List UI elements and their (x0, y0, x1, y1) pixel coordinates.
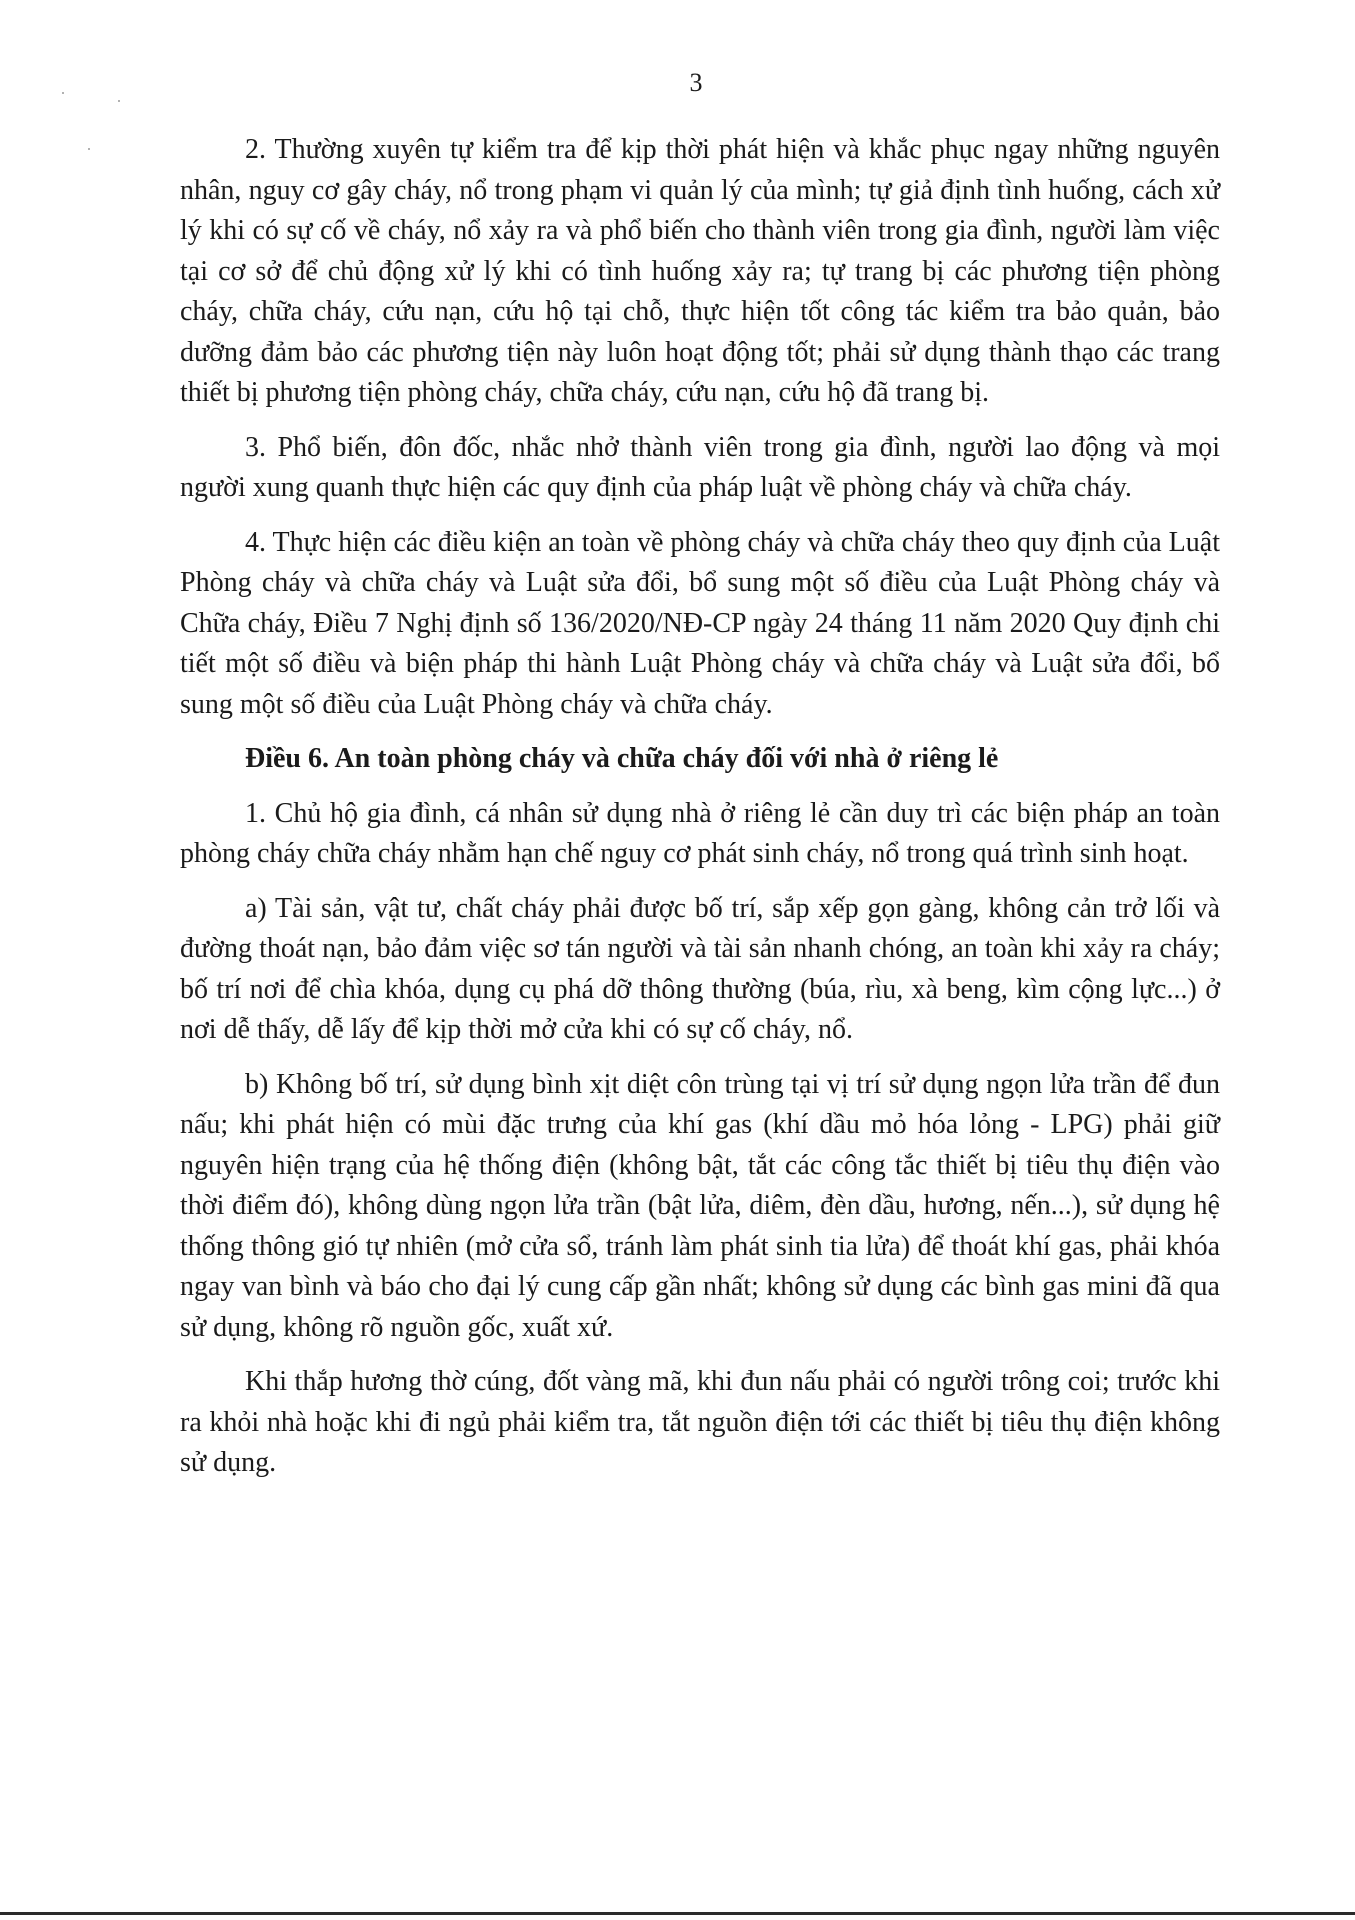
scan-speck (88, 148, 90, 150)
article-paragraph-1: 1. Chủ hộ gia đình, cá nhân sử dụng nhà ở riêng lẻ cần duy trì các biện pháp an toàn phòng cháy chữa cháy nhằm hạn chế nguy cơ phát sinh cháy, nổ trong quá trình sinh hoạt. (180, 797, 1220, 869)
paragraph-4: 4. Thực hiện các điều kiện an toàn về phòng cháy và chữa cháy theo quy định của Luật Phòng cháy và chữa cháy và Luật sửa đổi, bổ sung một số điều của Luật Phòng cháy và Chữa cháy, Điều 7 Nghị định số 136/2020/NĐ-CP ngày 24 tháng 11 năm 2020 Quy định chi tiết một số điều và biện pháp thi hành Luật Phòng cháy và chữa cháy và Luật sửa đổi, bổ sung một số điều của Luật Phòng cháy và chữa cháy. (180, 526, 1220, 720)
paragraph-3: 3. Phổ biến, đôn đốc, nhắc nhở thành viên trong gia đình, người lao động và mọi người xung quanh thực hiện các quy định của pháp luật về phòng cháy và chữa cháy. (180, 431, 1220, 503)
bottom-scan-edge (0, 1912, 1355, 1915)
article-heading: Điều 6. An toàn phòng cháy và chữa cháy đối với nhà ở riêng lẻ (245, 743, 999, 774)
page-number: 3 (689, 68, 703, 97)
article-paragraph-closing: Khi thắp hương thờ cúng, đốt vàng mã, khi đun nấu phải có người trông coi; trước khi ra khỏi nhà hoặc khi đi ngủ phải kiểm tra, tắt nguồn điện tới các thiết bị tiêu thụ điện không sử dụng. (180, 1366, 1220, 1478)
scan-speck (62, 92, 64, 94)
article-paragraph-a: a) Tài sản, vật tư, chất cháy phải được bố trí, sắp xếp gọn gàng, không cản trở lối và đường thoát nạn, bảo đảm việc sơ tán người và tài sản nhanh chóng, an toàn khi xảy ra cháy; bố trí nơi để chìa khóa, dụng cụ phá dỡ thông thường (búa, rìu, xà beng, kìm cộng lực...) ở nơi dễ thấy, dễ lấy để kịp thời mở cửa khi có sự cố cháy, nổ. (180, 892, 1220, 1045)
paragraph-2: 2. Thường xuyên tự kiểm tra để kịp thời phát hiện và khắc phục ngay những nguyên nhân, nguy cơ gây cháy, nổ trong phạm vi quản lý của mình; tự giả định tình huống, cách xử lý khi có sự cố về cháy, nổ xảy ra và phổ biến cho thành viên trong gia đình, người làm việc tại cơ sở để chủ động xử lý khi có tình huống xảy ra; tự trang bị các phương tiện phòng cháy, chữa cháy, cứu nạn, cứu hộ tại chỗ, thực hiện tốt công tác kiểm tra bảo quản, bảo dưỡng đảm bảo các phương tiện này luôn hoạt động tốt; phải sử dụng thành thạo các trang thiết bị phương tiện phòng cháy, chữa cháy, cứu nạn, cứu hộ đã trang bị. (180, 134, 1220, 408)
document-body (180, 130, 1220, 1498)
scan-speck (118, 100, 120, 102)
article-paragraph-b: b) Không bố trí, sử dụng bình xịt diệt côn trùng tại vị trí sử dụng ngọn lửa trần để đun nấu; khi phát hiện có mùi đặc trưng của khí gas (khí dầu mỏ hóa lỏng - LPG) phải giữ nguyên hiện trạng của hệ thống điện (không bật, tắt các công tắc thiết bị tiêu thụ điện vào thời điểm đó), không dùng ngọn lửa trần (bật lửa, diêm, đèn dầu, hương, nến...), sử dụng hệ thống thông gió tự nhiên (mở cửa sổ, tránh làm phát sinh tia lửa) để thoát khí gas, phải khóa ngay van bình và báo cho đại lý cung cấp gần nhất; không sử dụng các bình gas mini đã qua sử dụng, không rõ nguồn gốc, xuất xứ. (180, 1068, 1220, 1343)
